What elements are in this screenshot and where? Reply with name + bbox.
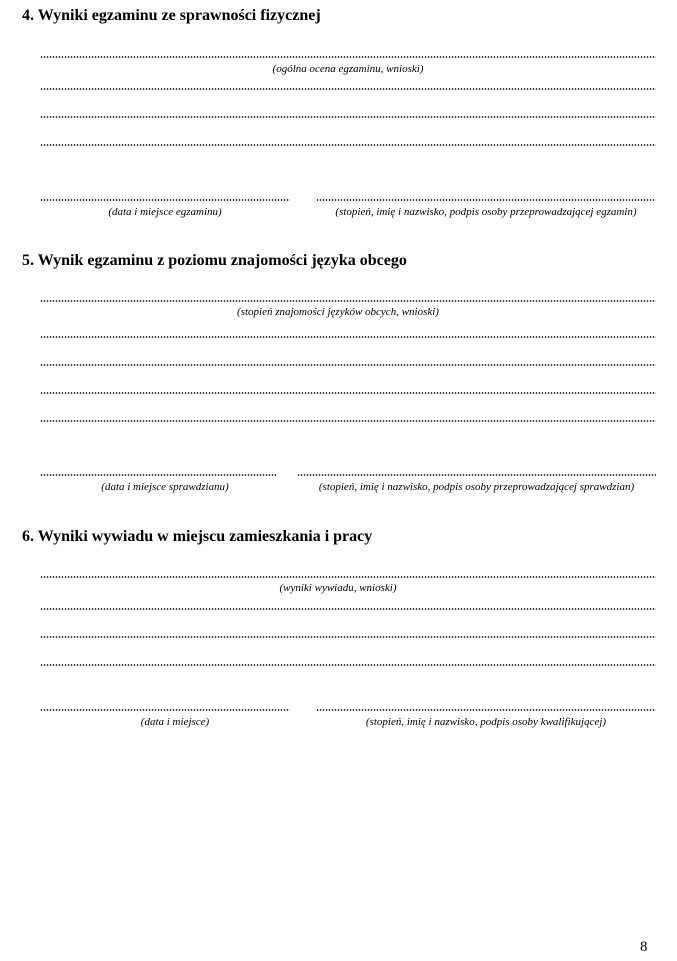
- assessment-line[interactable]: [40, 420, 656, 422]
- assessment-line[interactable]: [40, 664, 656, 666]
- date-place-line[interactable]: [40, 474, 277, 476]
- section-6-heading: 6. Wyniki wywiadu w miejscu zamieszkania i pracy: [22, 528, 373, 545]
- page-number: 8: [640, 939, 648, 955]
- date-place-line[interactable]: [40, 199, 290, 201]
- assessment-line[interactable]: [40, 608, 656, 610]
- signature-line[interactable]: [316, 709, 656, 711]
- assessment-line[interactable]: [40, 576, 656, 578]
- assessment-caption: (stopień znajomości języków obcych, wnioski): [237, 306, 439, 318]
- assessment-line[interactable]: [40, 392, 656, 394]
- assessment-line[interactable]: [40, 88, 656, 90]
- section-5-heading: 5. Wynik egzaminu z poziomu znajomości języka obcego: [22, 252, 407, 269]
- assessment-line[interactable]: [40, 636, 656, 638]
- assessment-line[interactable]: [40, 144, 656, 146]
- date-caption: (data i miejsce sprawdzianu): [101, 481, 229, 493]
- signature-line[interactable]: [316, 199, 656, 201]
- signature-caption: (stopień, imię i nazwisko, podpis osoby przeprowadzającej egzamin): [335, 206, 637, 218]
- assessment-caption: (ogólna ocena egzaminu, wnioski): [272, 63, 424, 75]
- signature-caption: (stopień, imię i nazwisko, podpis osoby kwalifikującej): [365, 716, 607, 728]
- assessment-caption: (wyniki wywiadu, wnioski): [279, 582, 397, 594]
- assessment-line[interactable]: [40, 364, 656, 366]
- signature-line[interactable]: [297, 474, 656, 476]
- section-4-heading: 4. Wyniki egzaminu ze sprawności fizycznej: [22, 7, 321, 24]
- date-place-line[interactable]: [40, 709, 290, 711]
- date-caption: (data i miejsce egzaminu): [108, 206, 222, 218]
- assessment-line[interactable]: [40, 116, 656, 118]
- date-caption: (data i miejsce): [140, 716, 210, 728]
- signature-caption: (stopień, imię i nazwisko, podpis osoby przeprowadzającej sprawdzian): [318, 481, 635, 493]
- assessment-line[interactable]: [40, 336, 656, 338]
- assessment-line[interactable]: [40, 56, 656, 58]
- assessment-line[interactable]: [40, 300, 656, 302]
